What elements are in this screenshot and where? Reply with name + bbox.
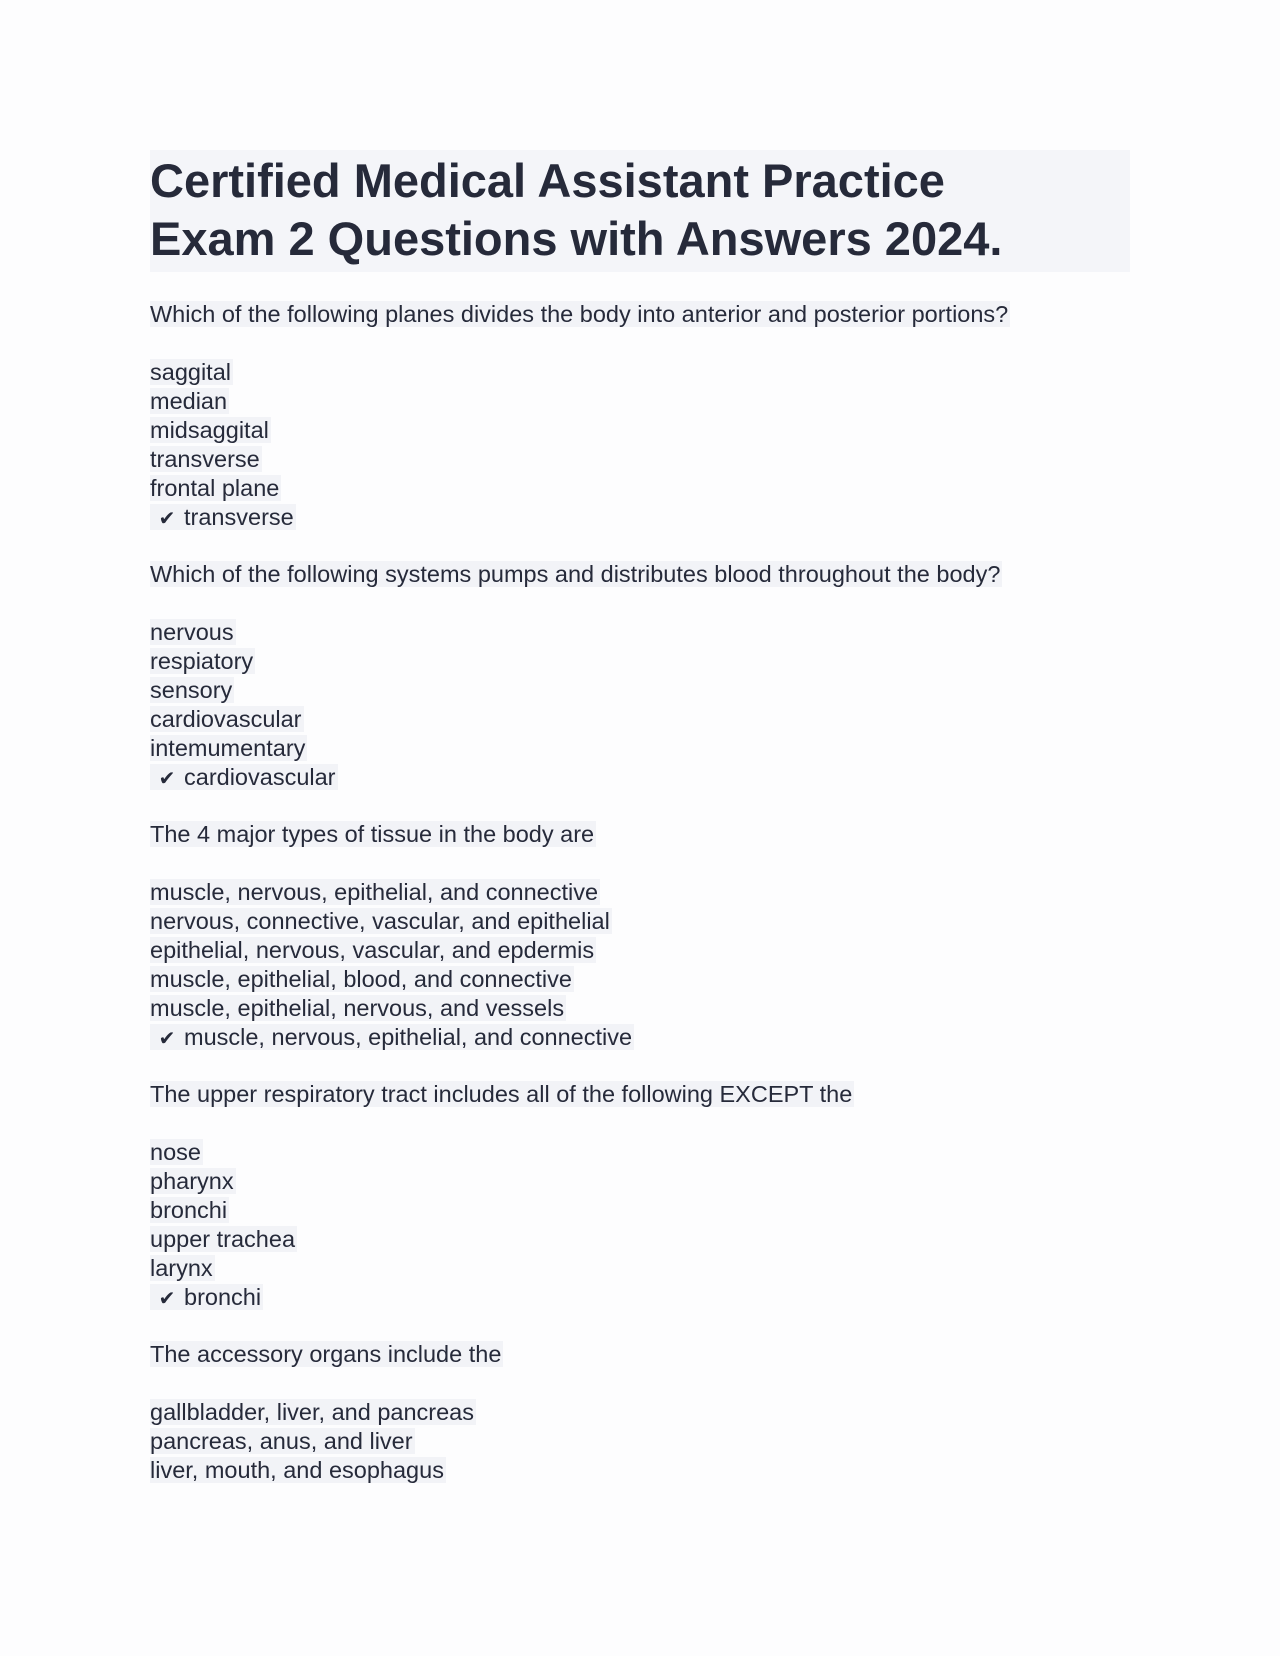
question-prompt: The 4 major types of tissue in the body are (150, 821, 595, 847)
correct-answer: ✔ transverse (150, 503, 1130, 532)
option: muscle, epithelial, nervous, and vessels (150, 995, 565, 1021)
option: larynx (150, 1255, 213, 1281)
option: saggital (150, 359, 231, 385)
question-2 (150, 560, 1130, 792)
question-4 (150, 1080, 1130, 1312)
checkmark-icon: ✔ (158, 1286, 176, 1310)
option: pancreas, anus, and liver (150, 1428, 413, 1454)
document-title (150, 150, 1130, 272)
option: cardiovascular (150, 706, 302, 732)
option: respiatory (150, 648, 254, 674)
title-line-1: Certified Medical Assistant Practice (150, 154, 945, 207)
checkmark-icon: ✔ (158, 506, 176, 530)
option: median (150, 388, 228, 414)
option: nervous (150, 619, 234, 645)
question-prompt: The accessory organs include the (150, 1341, 502, 1367)
option: midsaggital (150, 417, 269, 443)
option: upper trachea (150, 1226, 296, 1252)
option: muscle, epithelial, blood, and connective (150, 966, 572, 992)
title-line-2: Exam 2 Questions with Answers 2024. (150, 212, 1003, 265)
document-page (150, 150, 1130, 1485)
option: nose (150, 1139, 201, 1165)
question-prompt: Which of the following planes divides the body into anterior and posterior portions? (150, 301, 1009, 327)
question-3 (150, 820, 1130, 1052)
correct-answer: ✔ bronchi (150, 1283, 1130, 1312)
option: bronchi (150, 1197, 228, 1223)
option: intemumentary (150, 735, 306, 761)
checkmark-icon: ✔ (158, 1026, 176, 1050)
question-prompt: The upper respiratory tract includes all of the following EXCEPT the (150, 1081, 853, 1107)
option: frontal plane (150, 475, 280, 501)
option: nervous, connective, vascular, and epithelial (150, 908, 610, 934)
option: gallbladder, liver, and pancreas (150, 1399, 474, 1425)
correct-answer: ✔ muscle, nervous, epithelial, and connective (150, 1023, 1130, 1052)
option: sensory (150, 677, 233, 703)
question-prompt: Which of the following systems pumps and distributes blood throughout the body? (150, 561, 1001, 587)
question-1 (150, 300, 1130, 532)
option: transverse (150, 446, 260, 472)
checkmark-icon: ✔ (158, 766, 176, 790)
correct-answer: ✔ cardiovascular (150, 763, 1130, 792)
option: muscle, nervous, epithelial, and connective (150, 879, 599, 905)
option: pharynx (150, 1168, 234, 1194)
option: epithelial, nervous, vascular, and epdermis (150, 937, 595, 963)
question-5 (150, 1340, 1130, 1485)
option: liver, mouth, and esophagus (150, 1457, 444, 1483)
